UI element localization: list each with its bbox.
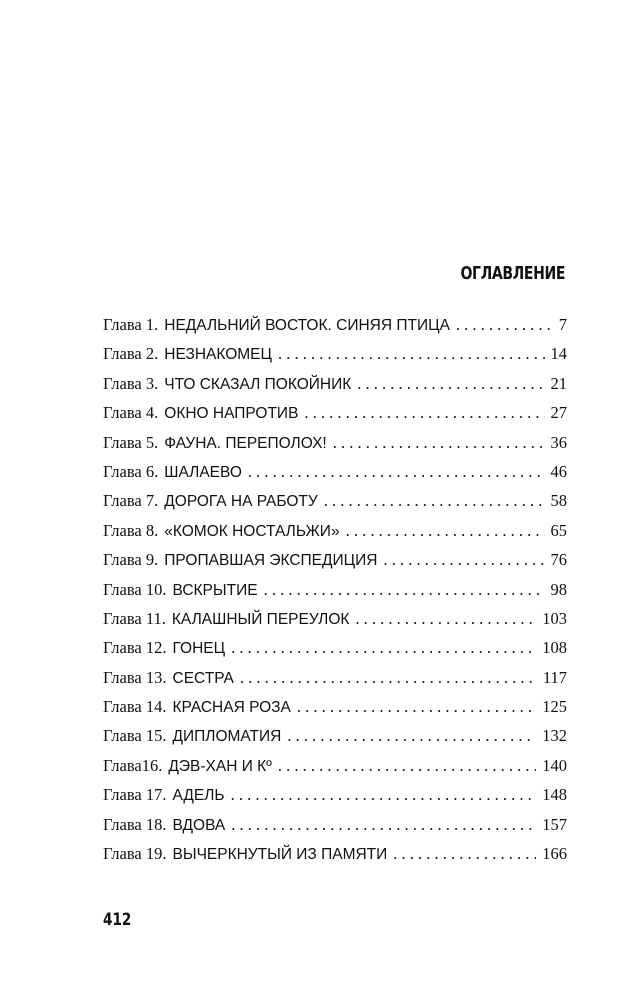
chapter-label: Глава 6.: [103, 461, 159, 481]
dot-leader: [357, 374, 544, 394]
chapter-page: 117: [542, 667, 567, 687]
dot-leader: [231, 785, 537, 805]
chapter-title: АДЕЛЬ: [172, 787, 225, 805]
chapter-title: КРАСНАЯ РОЗА: [172, 699, 291, 717]
chapter-label: Глава 11.: [103, 608, 166, 628]
toc-entry: [103, 697, 567, 726]
chapter-title: НЕДАЛЬНИЙ ВОСТОК. СИНЯЯ ПТИЦА: [164, 317, 450, 334]
chapter-page: 132: [542, 726, 567, 746]
chapter-label: Глава 5.: [103, 432, 159, 452]
toc-entry: [103, 785, 567, 814]
dot-leader: [231, 638, 536, 658]
chapter-page: 65: [550, 520, 567, 540]
dot-leader: [278, 344, 545, 364]
dot-leader: [248, 462, 545, 482]
chapter-title: ВСКРЫТИЕ: [172, 581, 258, 599]
toc-entry: [103, 580, 567, 609]
chapter-label: Глава 18.: [103, 814, 167, 834]
toc-entry: [103, 815, 567, 844]
chapter-page: 98: [550, 579, 567, 599]
toc-entry: [103, 638, 567, 667]
dot-leader: [240, 668, 537, 688]
chapter-page: 7: [558, 315, 567, 334]
toc-entry: [103, 844, 567, 873]
dot-leader: [456, 315, 553, 335]
chapter-label: Глава 2.: [103, 344, 159, 364]
chapter-title: ЧТО СКАЗАЛ ПОКОЙНИК: [164, 375, 352, 393]
chapter-page: 58: [550, 491, 567, 511]
chapter-page: 27: [550, 403, 567, 423]
chapter-title: КАЛАШНЫЙ ПЕРЕУЛОК: [171, 610, 350, 628]
toc-entry: [103, 521, 567, 550]
chapter-page: 166: [542, 844, 567, 864]
toc-entry: [103, 609, 567, 638]
dot-leader: [333, 433, 545, 453]
toc-entry: [103, 403, 567, 432]
chapter-label: Глава 17.: [103, 785, 167, 805]
chapter-page: 14: [550, 344, 567, 364]
chapter-title: ПРОПАВШАЯ ЭКСПЕДИЦИЯ: [164, 552, 378, 570]
dot-leader: [287, 726, 536, 746]
dot-leader: [346, 521, 545, 541]
toc-entry: [103, 491, 567, 520]
chapter-page: 103: [542, 608, 567, 628]
toc-entry: [103, 756, 567, 785]
chapter-page: 125: [542, 697, 567, 717]
chapter-title: СЕСТРА: [172, 669, 234, 687]
chapter-title: ДИПЛОМАТИЯ: [172, 728, 282, 746]
dot-leader: [297, 697, 536, 717]
toc-entry: [103, 433, 567, 462]
chapter-title: ОКНО НАПРОТИВ: [164, 405, 299, 423]
chapter-label: Глава 19.: [103, 844, 167, 864]
chapter-title: ДЭВ-ХАН И Кº: [168, 757, 272, 775]
chapter-title: ШАЛАЕВО: [164, 463, 242, 481]
chapter-title: ГОНЕЦ: [172, 640, 226, 658]
chapter-page: 36: [550, 432, 567, 452]
dot-leader: [264, 580, 545, 600]
chapter-page: 148: [542, 785, 567, 805]
toc-entry: [103, 550, 567, 579]
dot-leader: [355, 609, 536, 629]
chapter-label: Глава 3.: [103, 373, 159, 393]
chapter-title: «КОМОК НОСТАЛЬЖИ»: [164, 522, 340, 540]
dot-leader: [231, 815, 536, 835]
toc-entry: [103, 726, 567, 755]
dot-leader: [324, 491, 545, 511]
toc-entry: [103, 462, 567, 491]
toc-entry: [103, 344, 567, 373]
chapter-title: ВДОВА: [172, 816, 226, 834]
chapter-page: 108: [542, 638, 567, 658]
chapter-label: Глава 12.: [103, 638, 167, 658]
chapter-page: 140: [542, 755, 567, 775]
toc-heading: ОГЛАВЛЕНИЕ: [460, 263, 565, 284]
chapter-label: Глава16.: [103, 755, 163, 775]
table-of-contents: [103, 315, 567, 873]
toc-entry: [103, 374, 567, 403]
chapter-page: 76: [550, 550, 567, 570]
toc-entry: [103, 315, 567, 344]
dot-leader: [304, 403, 544, 423]
chapter-page: 157: [542, 814, 567, 834]
chapter-label: Глава 13.: [103, 667, 167, 687]
dot-leader: [383, 550, 544, 570]
chapter-label: Глава 15.: [103, 726, 167, 746]
dot-leader: [278, 756, 536, 776]
chapter-title: ВЫЧЕРКНУТЫЙ ИЗ ПАМЯТИ: [172, 846, 388, 864]
chapter-title: ФАУНА. ПЕРЕПОЛОХ!: [164, 434, 327, 452]
toc-entry: [103, 668, 567, 697]
chapter-label: Глава 4.: [103, 403, 159, 423]
page-number: 412: [103, 910, 132, 930]
dot-leader: [393, 844, 536, 864]
chapter-label: Глава 10.: [103, 579, 167, 599]
chapter-label: Глава 14.: [103, 697, 167, 717]
chapter-title: ДОРОГА НА РАБОТУ: [164, 493, 318, 511]
chapter-label: Глава 7.: [103, 491, 159, 511]
chapter-label: Глава 8.: [103, 520, 159, 540]
chapter-title: НЕЗНАКОМЕЦ: [164, 346, 272, 364]
chapter-page: 46: [550, 461, 567, 481]
chapter-label: Глава 1.: [103, 315, 159, 334]
chapter-page: 21: [550, 373, 567, 393]
chapter-label: Глава 9.: [103, 550, 159, 570]
